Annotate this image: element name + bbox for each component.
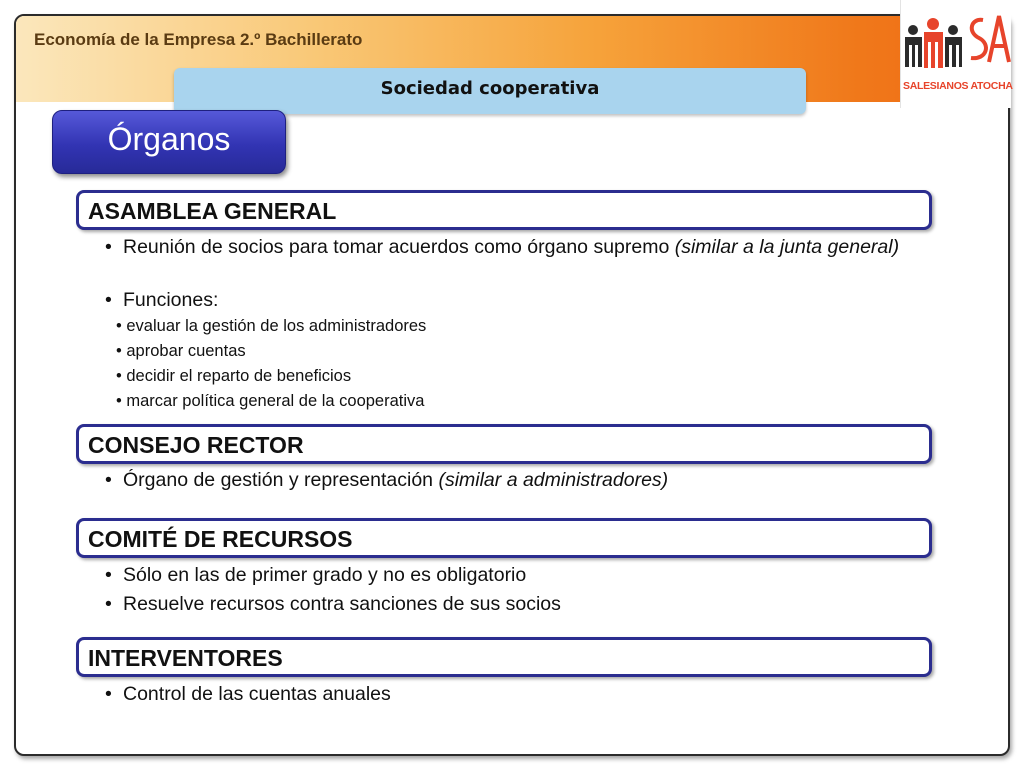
organ-box-comite-de-recursos	[76, 518, 932, 558]
section-label: Órganos	[107, 121, 231, 157]
bullet-icon: •	[116, 342, 122, 360]
bullet-text: Control de las cuentas anuales	[123, 683, 391, 705]
bullet-note: (similar a la junta general)	[674, 236, 900, 258]
bullet-icon: •	[116, 367, 122, 385]
bullet-text: Reunión de socios para tomar acuerdos como órgano supremo	[123, 236, 675, 258]
bullet-note: (similar a administradores)	[438, 469, 669, 491]
bullet-icon: •	[105, 564, 112, 586]
organ-title: INTERVENTORES	[88, 645, 283, 671]
bullet-text: Órgano de gestión y representación	[123, 469, 439, 491]
bullet-text: Funciones:	[123, 289, 219, 311]
sub-list-item	[116, 392, 424, 411]
bullet-icon: •	[105, 236, 112, 258]
bullet-icon: •	[105, 289, 112, 311]
topic-bar	[174, 68, 806, 114]
organ-title: CONSEJO RECTOR	[88, 432, 304, 458]
organ-box-asamblea-general	[76, 190, 932, 230]
organ-box-interventores	[76, 637, 932, 677]
organ-title: ASAMBLEA GENERAL	[88, 198, 337, 224]
bullet-icon: •	[105, 683, 112, 705]
salesianos-logo	[900, 0, 1011, 108]
bullet-icon: •	[105, 469, 112, 491]
topic-label: Sociedad cooperativa	[380, 78, 600, 99]
sub-list-item	[116, 342, 246, 361]
logo-figures-icon	[901, 0, 1011, 80]
section-title-button	[52, 110, 286, 174]
bullet-text: Sólo en las de primer grado y no es obligatorio	[123, 564, 527, 586]
organ-title: COMITÉ DE RECURSOS	[88, 526, 353, 552]
bullet-text: Resuelve recursos contra sanciones de sus socios	[123, 593, 561, 615]
sub-list-item	[116, 317, 426, 336]
logo-text: SALESIANOS ATOCHA	[903, 80, 1013, 92]
bullet-icon: •	[116, 317, 122, 335]
course-title: Economía de la Empresa 2.º Bachillerato	[34, 30, 363, 49]
sub-bullet-text: aprobar cuentas	[126, 342, 246, 360]
sub-bullet-text: marcar política general de la cooperativa	[126, 392, 425, 410]
sub-list-item	[116, 367, 351, 386]
organ-box-consejo-rector	[76, 424, 932, 464]
bullet-icon: •	[105, 593, 112, 615]
sub-bullet-text: evaluar la gestión de los administradores	[126, 317, 427, 335]
bullet-icon: •	[116, 392, 122, 410]
sub-bullet-text: decidir el reparto de beneficios	[126, 367, 352, 385]
